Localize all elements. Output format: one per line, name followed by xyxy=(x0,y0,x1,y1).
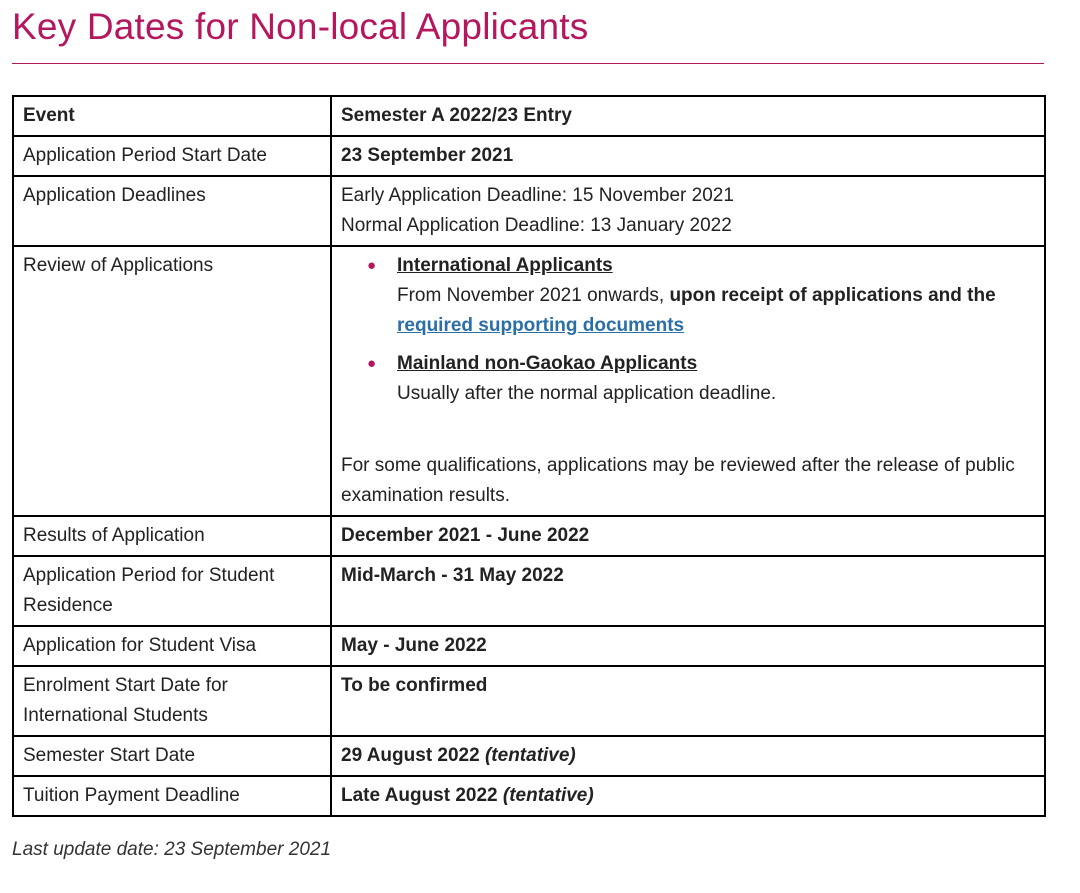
early-deadline: Early Application Deadline: 15 November 2021 xyxy=(341,185,734,206)
table-header-row xyxy=(13,96,1045,136)
review-note: For some qualifications, applications may be reviewed after the release of public examination results. xyxy=(341,455,1015,506)
tuition-tentative: (tentative) xyxy=(502,785,594,806)
table-row xyxy=(13,736,1045,776)
list-item xyxy=(367,349,1035,409)
row-label-semester: Semester Start Date xyxy=(13,736,331,776)
page-title: Key Dates for Non-local Applicants xyxy=(12,6,589,47)
row-label-residence: Application Period for Student Residence xyxy=(13,556,331,626)
key-dates-table xyxy=(12,95,1046,817)
header-entry: Semester A 2022/23 Entry xyxy=(331,96,1045,136)
table-row xyxy=(13,136,1045,176)
semester-date: 29 August 2022 xyxy=(341,745,480,766)
row-value-deadlines xyxy=(331,176,1045,246)
title-divider xyxy=(12,63,1044,64)
row-label-visa: Application for Student Visa xyxy=(13,626,331,666)
row-value-tuition xyxy=(331,776,1045,816)
row-value-semester xyxy=(331,736,1045,776)
table-row xyxy=(13,516,1045,556)
row-label-start-date: Application Period Start Date xyxy=(13,136,331,176)
row-value-start-date: 23 September 2021 xyxy=(331,136,1045,176)
row-value-visa: May - June 2022 xyxy=(331,626,1045,666)
review-list xyxy=(341,251,1035,409)
semester-tentative: (tentative) xyxy=(484,745,576,766)
bullet-icon: ● xyxy=(367,355,377,372)
table-row xyxy=(13,776,1045,816)
row-value-review xyxy=(331,246,1045,516)
table-row xyxy=(13,556,1045,626)
tuition-date: Late August 2022 xyxy=(341,785,498,806)
mainland-applicants-title: Mainland non-Gaokao Applicants xyxy=(397,353,698,374)
last-update-date: Last update date: 23 September 2021 xyxy=(12,839,332,860)
row-label-tuition: Tuition Payment Deadline xyxy=(13,776,331,816)
table-row xyxy=(13,176,1045,246)
row-label-deadlines: Application Deadlines xyxy=(13,176,331,246)
row-label-results: Results of Application xyxy=(13,516,331,556)
row-value-enrolment: To be confirmed xyxy=(331,666,1045,736)
table-row xyxy=(13,246,1045,516)
row-label-review: Review of Applications xyxy=(13,246,331,516)
mainland-applicants-text: Usually after the normal application deadline. xyxy=(397,383,777,404)
normal-deadline: Normal Application Deadline: 13 January 2022 xyxy=(341,215,732,236)
list-item xyxy=(367,251,1035,341)
header-event: Event xyxy=(13,96,331,136)
intl-applicants-title: International Applicants xyxy=(397,255,613,276)
table-row xyxy=(13,626,1045,666)
bullet-icon: ● xyxy=(367,257,377,274)
table-row xyxy=(13,666,1045,736)
row-value-residence: Mid-March - 31 May 2022 xyxy=(331,556,1045,626)
intl-applicants-bold: upon receipt of applications and the xyxy=(669,285,996,306)
row-value-results: December 2021 - June 2022 xyxy=(331,516,1045,556)
row-label-enrolment: Enrolment Start Date for International Students xyxy=(13,666,331,736)
intl-applicants-text: From November 2021 onwards, xyxy=(397,285,665,306)
supporting-documents-link[interactable]: required supporting documents xyxy=(397,315,685,336)
